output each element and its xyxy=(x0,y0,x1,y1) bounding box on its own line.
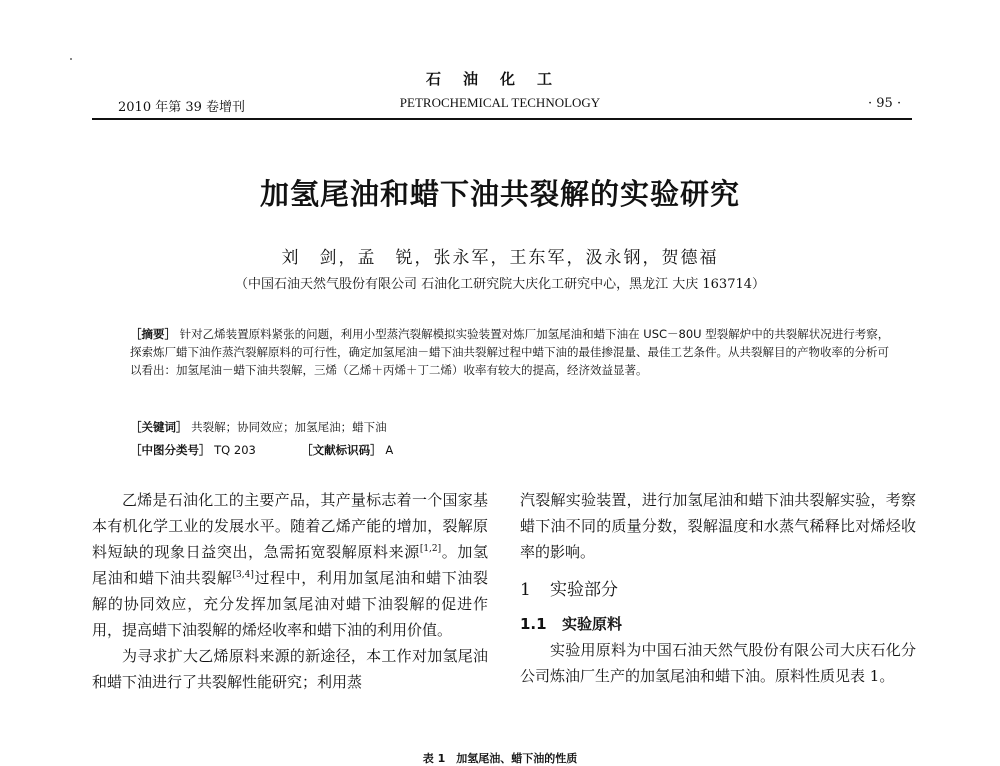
journal-title-en: PETROCHEMICAL TECHNOLOGY xyxy=(399,95,601,110)
journal-title-cn: 石油化工 xyxy=(425,70,574,88)
section-heading xyxy=(520,577,916,603)
subsection-title: 实验原料 xyxy=(562,615,623,633)
text-run: 乙烯是石油化工的主要产品，其产量标志着一个国家基本有机化学工业的发展水平。随着乙烯产能的增加，裂解原料短缺的现象日益突出，急需拓宽裂解原料来源 xyxy=(92,491,488,561)
abstract-label: ［摘要］ xyxy=(130,327,176,341)
doc-code-label: ［文献标识码］ xyxy=(301,443,382,457)
subsection-heading xyxy=(520,611,916,637)
abstract xyxy=(130,325,890,379)
page-number: · 95 · xyxy=(868,96,902,111)
authors: 刘 剑，孟 锐，张永军，王东军，汲永钢，贺德福 xyxy=(281,248,719,268)
clc-value: TQ 203 xyxy=(214,443,256,457)
subsection-number: 1.1 xyxy=(520,615,547,633)
doc-code-value: A xyxy=(385,443,394,457)
section-number: 1 xyxy=(520,580,531,600)
scan-speck xyxy=(70,58,72,60)
abstract-text: 针对乙烯装置原料紧张的问题，利用小型蒸汽裂解模拟实验装置对炼厂加氢尾油和蜡下油在 USC－80U 型裂解炉中的共裂解状况进行考察，探索炼厂蜡下油作蒸汽裂解原料的可行性，确定加氢尾油－蜡下油共裂解过程中蜡下油的最佳掺混量、最佳工艺条件。从共裂解目的产物收率的分析可以看出：加氢尾油－蜡下油共裂解，三烯（乙烯＋丙烯＋丁二烯）收率有较大的提高，经济效益显著。 xyxy=(130,327,890,377)
keywords-text: 共裂解；协同效应；加氢尾油；蜡下油 xyxy=(191,420,387,434)
paragraph: 实验用原料为中国石油天然气股份有限公司大庆石化分公司炼油厂生产的加氢尾油和蜡下油。原料性质见表 1。 xyxy=(520,641,916,685)
issue-label: 2010 年第 39 卷增刊 xyxy=(118,100,246,115)
affiliation: （中国石油天然气股份有限公司 石油化工研究院大庆化工研究中心，黑龙江 大庆 163714） xyxy=(234,277,766,292)
citation[interactable]: [3,4] xyxy=(232,570,254,580)
section-title: 实验部分 xyxy=(550,580,618,600)
paragraph: 为寻求扩大乙烯原料来源的新途径，本工作对加氢尾油和蜡下油进行了共裂解性能研究；利用蒸 xyxy=(92,647,488,691)
keywords xyxy=(130,419,387,435)
body-column-right xyxy=(520,487,916,689)
paragraph xyxy=(92,487,488,643)
header-rule xyxy=(92,118,912,120)
table-caption: 表 1 加氢尾油、蜡下油的性质 xyxy=(422,752,578,765)
text-run: 。加氢尾油和蜡下油共裂解 xyxy=(92,543,488,587)
body-column-left xyxy=(92,487,488,695)
article-title: 加氢尾油和蜡下油共裂解的实验研究 xyxy=(259,177,740,211)
text-run: 过程中，利用加氢尾油和蜡下油裂解的协同效应，充分发挥加氢尾油对蜡下油裂解的促进作用，提高蜡下油裂解的烯烃收率和蜡下油的利用价值。 xyxy=(92,569,488,639)
citation[interactable]: [1,2] xyxy=(419,544,442,554)
keywords-label: ［关键词］ xyxy=(130,420,188,434)
clc-label: ［中图分类号］ xyxy=(130,443,211,457)
paragraph: 汽裂解实验装置，进行加氢尾油和蜡下油共裂解实验，考察蜡下油不同的质量分数，裂解温度和水蒸气稀释比对烯烃收率的影响。 xyxy=(520,491,916,561)
classification xyxy=(130,442,393,458)
